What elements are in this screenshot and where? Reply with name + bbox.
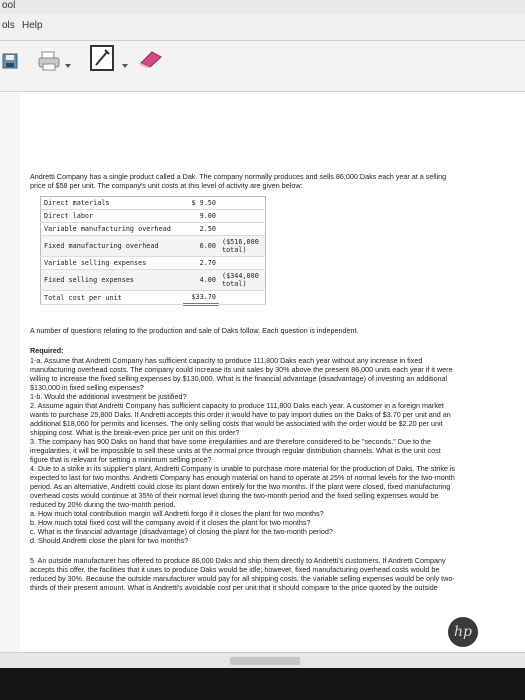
table-row: [41, 236, 266, 257]
question-line: d. Should Andretti close the plant for two months?: [30, 536, 189, 545]
question-line: 4. Due to a strike in its supplier's plant, Andretti Company is unable to purchase more material for the production of Daks. The strike is: [30, 464, 456, 473]
question-line: wants to purchase 25,800 Daks. If Andretti accepts this order it would have to pay import duties on the Daks of $3.70 per unit and an: [30, 410, 451, 419]
cost-label: Total cost per unit: [41, 291, 184, 305]
table-row: [41, 197, 266, 210]
menu-item-tools[interactable]: ols: [2, 20, 15, 31]
question-line: 3. The company has 900 Daks on hand that have some irregularities and are therefore considered to be "seconds." Due to the: [30, 437, 431, 446]
cost-note: [219, 197, 266, 210]
intro-line-2: price of $58 per unit. The company's unit costs at this level of activity are given below:: [30, 181, 303, 190]
cost-label: Direct labor: [41, 210, 184, 223]
cost-note: [219, 223, 266, 236]
menu-bar: [0, 14, 525, 41]
question-line: a. How much total contribution margin will Andretti forgo if it closes the plant for two months?: [30, 509, 324, 518]
hp-logo: hp: [448, 617, 478, 647]
question-line: accepts this offer, the facilities that it uses to produce Daks would be idle; however, fixed manufacturing overhead costs would be: [30, 565, 440, 574]
cost-amount: $ 9.50: [183, 197, 219, 210]
cost-amount: 2.50: [183, 223, 219, 236]
cost-amount: 4.00: [183, 270, 219, 291]
menu-item-help[interactable]: Help: [22, 20, 43, 31]
cost-note: [219, 257, 266, 270]
question-line: 5. An outside manufacturer has offered to produce 86,000 Daks and ship them directly to Andretti's customers. If Andretti Company: [30, 556, 446, 565]
scrollbar-thumb[interactable]: [230, 657, 300, 665]
question-line: expected to last for two months. Andretti Company has enough material on hand to operate at 25% of normal levels for the two-month: [30, 473, 455, 482]
question-line: figure that is relevant for setting a minimum selling price?: [30, 455, 212, 464]
table-row: [41, 270, 266, 291]
follow-text: A number of questions relating to the production and sale of Daks follow. Each question is independent.: [30, 326, 359, 335]
chevron-down-icon[interactable]: [64, 57, 72, 75]
question-line: overhead costs would continue at 35% of their normal level during the two-month period and the fixed selling expenses would be: [30, 491, 439, 500]
question-line: 2. Assume again that Andretti Company has sufficient capacity to produce 111,800 Daks each year. A customer in a foreign market: [30, 401, 444, 410]
question-line: c. What is the financial advantage (disadvantage) of closing the plant for the two-month period?: [30, 527, 333, 536]
question-line: b. How much total fixed cost will the company avoid if it closes the plant for two months?: [30, 518, 311, 527]
intro-line-1: Andretti Company has a single product called a Dak. The company normally produces and sells 86,000 Daks each year at a selling: [30, 172, 447, 181]
cost-note: [219, 210, 266, 223]
cost-note: ($344,000 total): [219, 270, 266, 291]
toolbar: [0, 41, 525, 92]
save-icon[interactable]: [2, 53, 20, 74]
question-line: 1-a. Assume that Andretti Company has sufficient capacity to produce 111,800 Daks each year without any increase in fixed: [30, 356, 423, 365]
question-line: shipping cost. What is the break-even price per unit on this order?: [30, 428, 240, 437]
cost-label: Variable manufacturing overhead: [41, 223, 184, 236]
required-heading: Required:: [30, 346, 64, 355]
question-line: irregularities, it will be impossible to sell these units at the normal price through regular distribution channels. What is the unit cost: [30, 446, 441, 455]
table-row: [41, 257, 266, 270]
question-line: reduced by 20% during the two-month period.: [30, 500, 176, 509]
question-line: reduced by 30%. Because the outside manufacturer would pay for all shipping costs, the variable selling expenses would be only two-: [30, 574, 455, 583]
print-icon[interactable]: [38, 51, 60, 76]
window-title: ool: [2, 0, 16, 11]
brush-icon[interactable]: [138, 49, 164, 74]
monitor-bezel: [0, 668, 525, 700]
pen-tool-icon[interactable]: [90, 45, 114, 76]
dropdown-icon[interactable]: [121, 57, 129, 75]
unit-cost-table: [40, 196, 266, 306]
horizontal-scrollbar[interactable]: [0, 652, 525, 668]
cost-amount: 6.00: [183, 236, 219, 257]
title-bar: [0, 0, 525, 14]
table-row: [41, 210, 266, 223]
document-page: [20, 92, 525, 652]
question-line: willing to increase the fixed selling expenses by $130,000. What is the financial advantage (disadvantage) of investing an additional: [30, 374, 448, 383]
question-line: period. As an alternative, Andretti could close its plant down entirely for the two months. If the plant were closed, fixed manufacturing: [30, 482, 451, 491]
cost-label: Fixed selling expenses: [41, 270, 184, 291]
cost-amount: $33.70: [183, 291, 219, 305]
cost-label: Direct materials: [41, 197, 184, 210]
question-line: manufacturing overhead costs. The company could increase its unit sales by 30% above the present 86,000 units each year if it were: [30, 365, 453, 374]
cost-label: Fixed manufacturing overhead: [41, 236, 184, 257]
cost-amount: 2.70: [183, 257, 219, 270]
table-row-total: [41, 291, 266, 305]
question-line: thirds of their present amount. What is Andretti's avoidable cost per unit that it should compare to the price quoted by the outside: [30, 583, 438, 592]
cost-note: [219, 291, 266, 305]
cost-label: Variable selling expenses: [41, 257, 184, 270]
cost-note: ($516,000 total): [219, 236, 266, 257]
question-line: 1-b. Would the additional investment be justified?: [30, 392, 187, 401]
table-row: [41, 223, 266, 236]
question-line: additional $18,060 for permits and licenses. The only selling costs that would be associated with the order would be $2.20 per unit: [30, 419, 443, 428]
cost-amount: 9.00: [183, 210, 219, 223]
question-line: $130,000 in fixed selling expenses?: [30, 383, 144, 392]
